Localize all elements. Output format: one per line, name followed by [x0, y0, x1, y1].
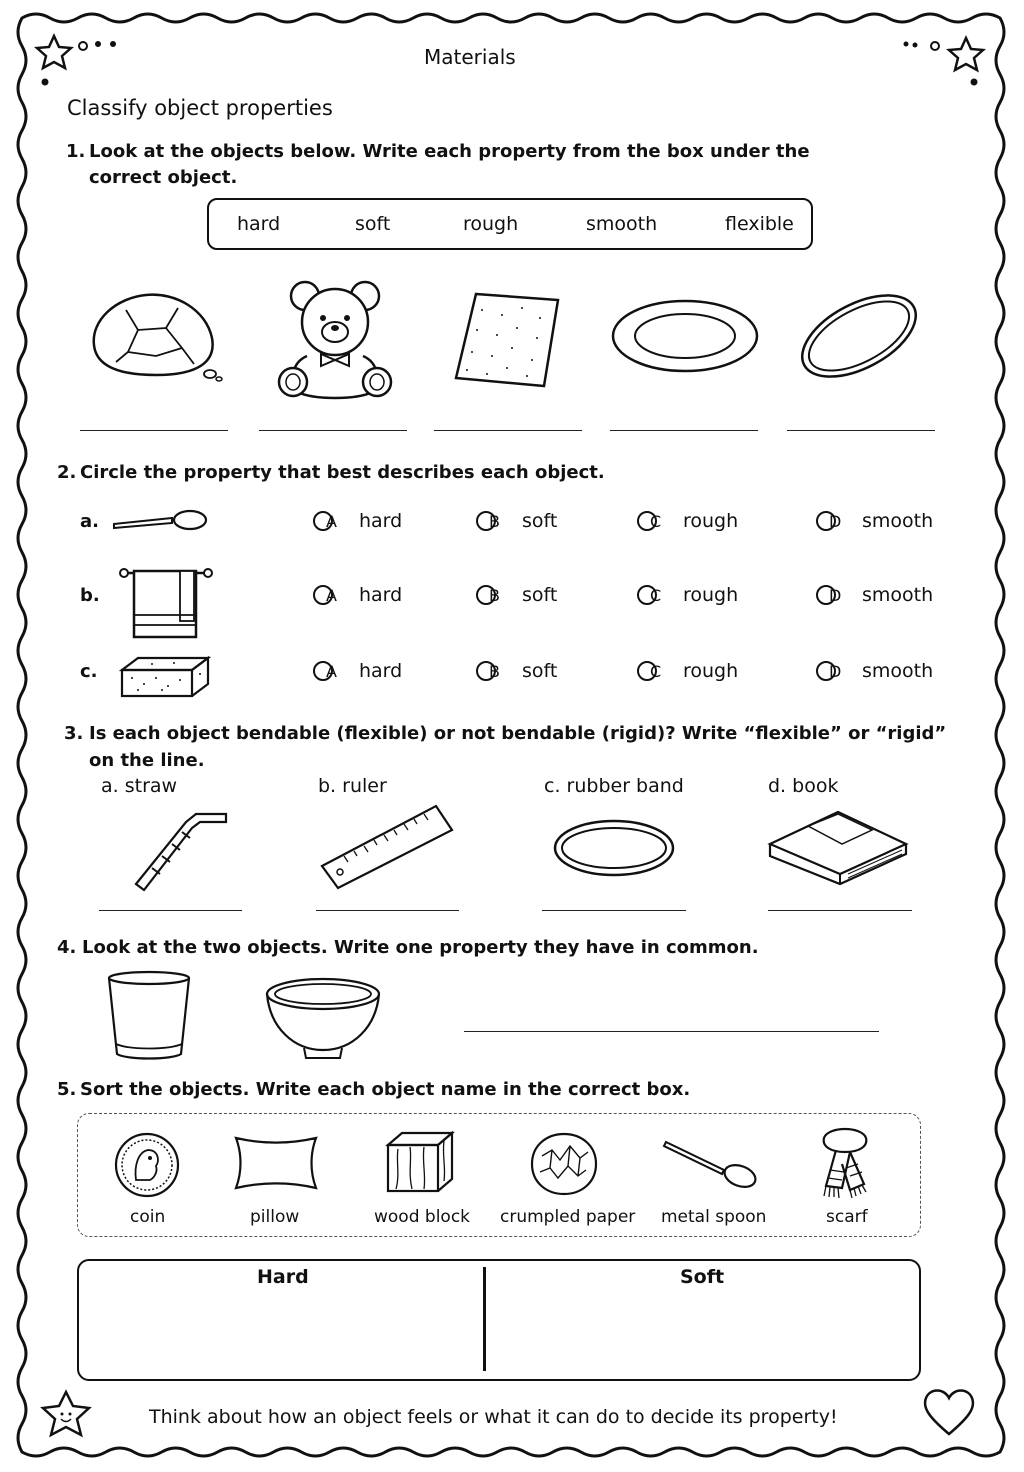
- sort-item-name: coin: [130, 1207, 166, 1227]
- q5-instruction: Sort the objects. Write each object name in the correct box.: [80, 1079, 691, 1100]
- q2-row-label: b.: [80, 585, 100, 606]
- q2-number: 2.: [57, 462, 77, 483]
- sort-item-name: wood block: [374, 1207, 471, 1227]
- option-c[interactable]: [637, 660, 767, 684]
- option-word: smooth: [862, 584, 934, 606]
- straw-icon: [130, 806, 230, 890]
- option-letter: B: [489, 586, 500, 605]
- option-word: hard: [359, 584, 403, 606]
- ruler-icon: [320, 804, 454, 888]
- answer-line[interactable]: [259, 430, 407, 431]
- option-letter: D: [829, 512, 842, 531]
- q3-item-label: a. straw: [101, 775, 178, 797]
- word-bank-item: flexible: [725, 213, 794, 235]
- option-letter: D: [829, 586, 842, 605]
- option-letter: C: [650, 586, 662, 605]
- q1-instruction-line2: correct object.: [89, 167, 238, 188]
- option-word: rough: [683, 510, 739, 532]
- q3-instruction-line2: on the line.: [89, 750, 205, 771]
- option-word: soft: [522, 510, 558, 532]
- q3-item-label: c. rubber band: [544, 775, 684, 797]
- glass-icon: [106, 970, 192, 1062]
- q3-item-label: b. ruler: [318, 775, 387, 797]
- soft-column-header: Soft: [680, 1266, 725, 1288]
- option-word: soft: [522, 584, 558, 606]
- option-c[interactable]: [637, 510, 767, 534]
- plate-icon: [610, 298, 760, 374]
- teddy-bear-icon: [275, 278, 395, 400]
- q2-instruction: Circle the property that best describes each object.: [80, 462, 605, 483]
- q2-row-label: c.: [80, 661, 98, 682]
- answer-line[interactable]: [316, 910, 459, 911]
- answer-line[interactable]: [768, 910, 912, 911]
- option-letter: A: [326, 662, 337, 681]
- answer-line[interactable]: [464, 1031, 879, 1032]
- option-word: smooth: [862, 510, 934, 532]
- metal-spoon-icon: [662, 1138, 758, 1190]
- hard-answer-area[interactable]: [90, 1296, 475, 1372]
- word-bank-item: rough: [463, 213, 519, 235]
- section-subtitle: Classify object properties: [67, 96, 333, 120]
- q1-instruction-line1: Look at the objects below. Write each property from the box under the: [89, 141, 810, 162]
- answer-line[interactable]: [787, 430, 935, 431]
- option-d[interactable]: [816, 660, 946, 684]
- soft-answer-area[interactable]: [495, 1296, 910, 1372]
- option-word: soft: [522, 660, 558, 682]
- option-letter: B: [489, 662, 500, 681]
- word-bank-item: soft: [355, 213, 391, 235]
- wood-block-icon: [384, 1131, 456, 1195]
- sort-item-name: scarf: [826, 1207, 868, 1227]
- option-word: smooth: [862, 660, 934, 682]
- q2-row-label: a.: [80, 511, 99, 532]
- rock-icon: [86, 290, 226, 385]
- word-bank: [207, 198, 813, 250]
- star-icon: [37, 36, 71, 68]
- option-letter: B: [489, 512, 500, 531]
- option-b[interactable]: [476, 660, 606, 684]
- option-letter: C: [650, 662, 662, 681]
- sort-item-name: pillow: [250, 1207, 300, 1227]
- option-b[interactable]: [476, 584, 606, 608]
- q3-number: 3.: [64, 723, 84, 744]
- coin-icon: [114, 1132, 180, 1198]
- option-d[interactable]: [816, 584, 946, 608]
- star-icon: [949, 38, 983, 70]
- sponge-icon: [118, 654, 212, 700]
- sort-item-name: crumpled paper: [500, 1207, 636, 1227]
- smiling-star-icon: [43, 1392, 89, 1435]
- answer-line[interactable]: [80, 430, 228, 431]
- option-word: rough: [683, 660, 739, 682]
- option-a[interactable]: [313, 660, 443, 684]
- option-a[interactable]: [313, 510, 443, 534]
- towel-icon: [118, 563, 214, 641]
- option-d[interactable]: [816, 510, 946, 534]
- book-icon: [768, 810, 908, 886]
- q4-number: 4.: [57, 937, 77, 958]
- sandpaper-icon: [452, 290, 562, 390]
- answer-line[interactable]: [434, 430, 582, 431]
- crumpled-paper-icon: [530, 1132, 598, 1196]
- word-bank-item: smooth: [586, 213, 658, 235]
- bowl-icon: [264, 976, 382, 1062]
- option-c[interactable]: [637, 584, 767, 608]
- answer-line[interactable]: [542, 910, 686, 911]
- option-word: rough: [683, 584, 739, 606]
- sort-item-name: metal spoon: [661, 1207, 767, 1227]
- page-title: Materials: [424, 45, 516, 69]
- q1-number: 1.: [66, 141, 86, 162]
- q3-item-label: d. book: [768, 775, 839, 797]
- option-letter: A: [326, 512, 337, 531]
- column-divider: [483, 1267, 486, 1371]
- option-letter: C: [650, 512, 662, 531]
- objects-to-sort-box: [77, 1113, 921, 1237]
- footer-tip: Think about how an object feels or what it can do to decide its property!: [149, 1406, 838, 1428]
- scarf-icon: [814, 1124, 876, 1200]
- pillow-icon: [232, 1132, 320, 1194]
- word-bank-item: hard: [237, 213, 281, 235]
- q5-number: 5.: [57, 1079, 77, 1100]
- q3-instruction-line1: Is each object bendable (flexible) or not bendable (rigid)? Write “flexible” or “rigid”: [89, 723, 947, 744]
- heart-icon: [925, 1391, 973, 1435]
- answer-line[interactable]: [610, 430, 758, 431]
- option-b[interactable]: [476, 510, 606, 534]
- option-a[interactable]: [313, 584, 443, 608]
- option-letter: D: [829, 662, 842, 681]
- rubber-band-icon: [553, 818, 675, 878]
- option-word: hard: [359, 660, 403, 682]
- option-word: hard: [359, 510, 403, 532]
- option-letter: A: [326, 586, 337, 605]
- spoon-icon: [112, 508, 208, 532]
- q4-instruction: Look at the two objects. Write one property they have in common.: [82, 937, 759, 958]
- rubber-band-icon: [796, 286, 922, 386]
- hard-column-header: Hard: [257, 1266, 309, 1288]
- answer-line[interactable]: [99, 910, 242, 911]
